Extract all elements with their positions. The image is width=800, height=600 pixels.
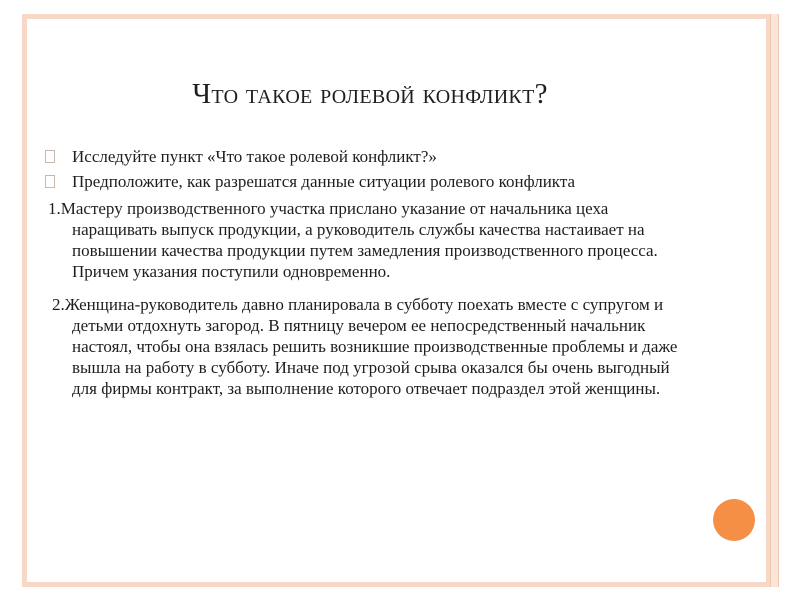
slide-body	[40, 146, 680, 399]
case-text: 2.Женщина-руководитель давно планировала в субботу поехать вместе с супругом и детьми отдохнуть загород. В пятницу вечером ее непосредственный начальник настоял, чтобы она взялась решить возникшие производственные проблемы и даже вышла на работу в субботу. Иначе под угрозой срыва оказался бы очень выгодный для фирмы контракт, за выполнение которого отвечает подраздел этой женщины.	[52, 295, 678, 398]
bullet-item	[40, 146, 680, 167]
slide-side-bar	[770, 14, 779, 587]
bullet-text: Предположите, как разрешатся данные ситуации ролевого конфликта	[72, 172, 576, 191]
decorative-orange-circle-icon	[713, 499, 755, 541]
slide-title: Что такое ролевой конфликт?	[192, 78, 548, 110]
case-text: 1.Мастеру производственного участка прислано указание от начальника цеха наращивать выпуск продукции, а руководитель службы качества настаивает на повышении качества продукции путем замедления производственного процесса. Причем указания поступили одновременно.	[48, 199, 658, 281]
bullet-item	[40, 171, 680, 192]
bullet-text: Исследуйте пункт «Что такое ролевой конфликт?»	[72, 147, 437, 166]
bullet-square-icon	[45, 150, 55, 163]
case-item-1	[40, 198, 680, 282]
case-item-2	[40, 294, 680, 399]
bullet-square-icon	[45, 175, 55, 188]
